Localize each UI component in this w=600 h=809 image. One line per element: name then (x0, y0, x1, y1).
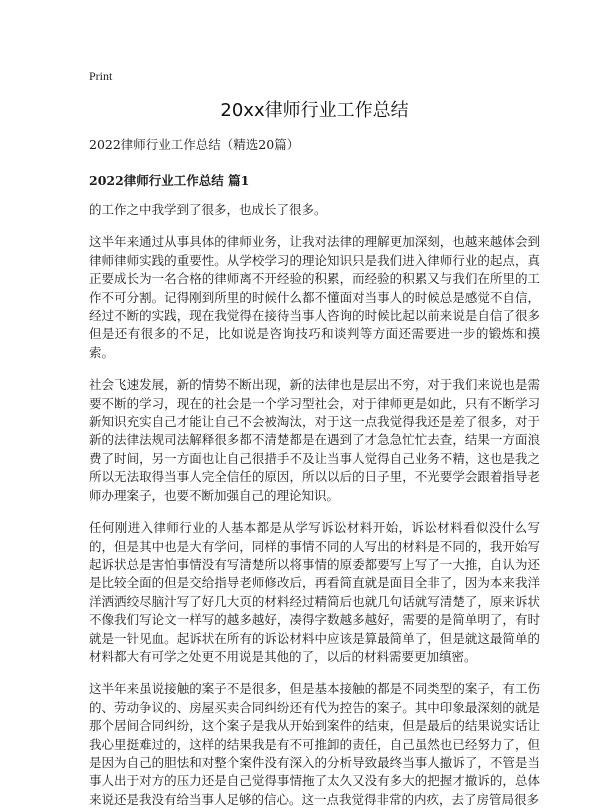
paragraph-5: 这半年来虽说接触的案子不是很多，但是基本接触的都是不同类型的案子，有工伤的、劳动争议的、房屋买卖合同纠纷还有代为控告的案子。其中印象最深刻的就是那个居间合同纠纷，这个案子是我从开始到案件的结束，但是最后的结果说实话让我心里挺难过的，这样的结果我是有不可推卸的责任，自己虽然也已经努力了，但是因为自己的胆怯和对整个案件没有深入的分析导致最终当事人撤诉了，不管是当事人出于对方的压力还是自己觉得事情拖了太久又没有多大的把握才撤诉的，总体来说还是我没有给当事人足够的信心。这一点我觉得非常的内疚，去了房管局很多 (89, 681, 540, 807)
paragraph-2: 这半年来通过从事具体的律师业务，让我对法律的理解更加深刻，也越来越体会到律师律师实践的重要性。从学校学习的理论知识只是我们进入律师行业的起点，真正要成长为一名合格的律师离不开经验的积累，而经验的积累又与我们在所里的工作不可分割。记得刚到所里的时候什么都不懂面对当事人的时候总是感觉不自信，经过不断的实践，现在我觉得在接待当事人咨询的时候比起以前来说是自信了很多但是还有很多的不足，比如说是咨询技巧和谈判等方面还需要进一步的锻炼和摸索。 (89, 234, 540, 360)
document-subtitle: 2022律师行业工作总结（精选20篇） (89, 137, 300, 152)
paragraph-1: 的工作之中我学到了很多，也成长了很多。 (89, 202, 327, 217)
print-label: Print (89, 69, 113, 83)
paragraph-4: 任何刚进入律师行业的人基本都是从学写诉讼材料开始，诉讼材料看似没什么写的，但是其中也是大有学问，同样的事情不同的人写出的材料是不同的，我开始写起诉状总是害怕事情没有写清楚所以将事情的原委都要写上写了一大推，自认为还是比较全面的但是交给指导老师修改后，再看简直就是面目全非了，因为本来我洋洋洒洒绞尽脑汁写了好几大页的材料经过精简后也就几句话就写清楚了，原来诉状不像我们写论文一样写的越多越好，凑得字数越多越好，需要的是简单明了，有时就是一针见血。起诉状在所有的诉讼材料中应该是算最简单了，但是就这最简单的材料都大有可学之处更不用说是其他的了，以后的材料需要更加缜密。 (89, 520, 540, 664)
section-heading: 2022律师行业工作总结 篇1 (89, 173, 250, 188)
paragraph-3: 社会飞速发展，新的情势不断出现，新的法律也是层出不穷，对于我们来说也是需要不断的学习，现在的社会是一个学习型社会，对于律师更是如此，只有不断学习新知识充实自己才能让自己不会被淘汰，对于这一点我觉得我还是差了很多，对于新的法律法规司法解释很多都不清楚都是在遇到了才急急忙忙去查，结果一方面浪费了时间，另一方面也让自己很措手不及让当事人觉得自己业务不精，这也是我之所以无法取得当事人完全信任的原因，所以以后的日子里，不光要学会跟着指导老师办理案子，也要不断加强自己的理论知识。 (89, 377, 540, 503)
document-title: 20xx律师行业工作总结 (220, 100, 409, 121)
